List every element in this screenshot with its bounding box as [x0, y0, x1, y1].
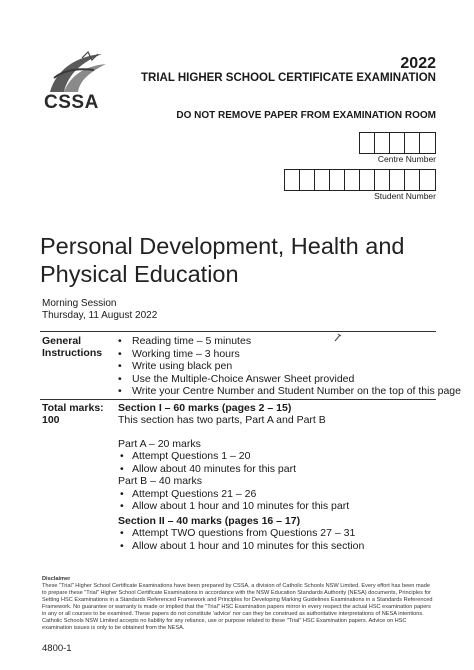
part-a-title: Part A – 20 marks [118, 437, 201, 450]
divider [40, 399, 436, 400]
student-box[interactable] [300, 170, 315, 190]
student-number-label: Student Number [374, 191, 436, 201]
part-b-item: • Allow about 1 hour and 10 minutes for this part [118, 500, 349, 513]
section-1-intro: This section has two parts, Part A and Part B [118, 414, 326, 426]
instruction-item: • Write your Centre Number and Student Number on the top of this page [118, 385, 461, 398]
student-box[interactable] [405, 170, 420, 190]
student-box[interactable] [345, 170, 360, 190]
section-2-item: • Attempt TWO questions from Questions 27 – 31 [118, 527, 364, 540]
exam-title: TRIAL HIGHER SCHOOL CERTIFICATE EXAMINATION [141, 72, 436, 84]
divider [40, 331, 436, 332]
section-2-block [118, 515, 364, 552]
centre-box[interactable] [420, 133, 435, 153]
notice-text: DO NOT REMOVE PAPER FROM EXAMINATION ROOM [176, 110, 436, 121]
centre-box[interactable] [360, 133, 375, 153]
centre-number-boxes[interactable] [359, 132, 436, 154]
disclaimer-text: These "Trial" Higher School Certificate Examinations have been prepared by CSSA, a division of Catholic Schools NSW Limited. Every effort has been made to prepare these "Trial" Higher School Certificate Examinations in accordance with the NSW Education Standards Authority (NESA) documents, Principles for Setting HSC Examinations in a Standards Referenced Framework and Principles for Developing Marking Guidelines Examinations in a Standards Referenced Framework. No guarantee or warranty is made or implied that the "Trial" HSC Examination papers mirror in every respect the actual HSC examination papers in any or all courses to be examined. These papers do not constitute 'advice' nor can they be construed as authoritative interpretations of NESA intentions. Catholic Schools NSW Limited accepts no liability for any reliance, use or purpose related to these "Trial" HSC Examination papers. Advice on HSC examination issues is only to be obtained from the NESA. [42, 583, 433, 631]
part-b-item: • Attempt Questions 21 – 26 [118, 488, 349, 501]
part-b-title: Part B – 40 marks [118, 475, 203, 487]
centre-number-label: Centre Number [377, 154, 436, 164]
session-info [42, 298, 157, 322]
student-box[interactable] [420, 170, 435, 190]
general-instructions-heading: General Instructions [42, 335, 103, 359]
student-box[interactable] [315, 170, 330, 190]
general-instructions-list [118, 335, 461, 398]
part-a-item: • Allow about 40 minutes for this part [118, 463, 349, 476]
student-box[interactable] [390, 170, 405, 190]
instruction-item: • Write using black pen [118, 360, 461, 373]
section-1-title: Section I – 60 marks (pages 2 – 15) [118, 402, 292, 414]
instruction-item: • Use the Multiple-Choice Answer Sheet provided [118, 373, 461, 386]
student-box[interactable] [360, 170, 375, 190]
student-number-boxes[interactable] [284, 169, 436, 191]
student-box[interactable] [285, 170, 300, 190]
disclaimer-heading: Disclaimer [42, 576, 71, 582]
student-box[interactable] [375, 170, 390, 190]
total-marks-value: 100 [42, 414, 60, 426]
session-name: Morning Session [42, 298, 117, 309]
logo-text: CSSA [44, 92, 99, 113]
centre-box[interactable] [375, 133, 390, 153]
exam-year: 2022 [400, 55, 436, 72]
subject-title: Personal Development, Health and Physical Education [40, 233, 405, 287]
paper-code: 4800-1 [42, 643, 72, 654]
part-a-item: • Attempt Questions 1 – 20 [118, 450, 349, 463]
instruction-item: • Working time – 3 hours [118, 348, 461, 361]
disclaimer [42, 576, 434, 632]
instruction-item: • Reading time – 5 minutes [118, 335, 461, 348]
section-1-block [118, 402, 349, 513]
section-2-item: • Allow about 1 hour and 10 minutes for this section [118, 540, 364, 553]
cssa-logo-icon [42, 48, 112, 98]
total-marks-heading: Total marks: [42, 402, 104, 414]
student-box[interactable] [330, 170, 345, 190]
centre-box[interactable] [405, 133, 420, 153]
centre-box[interactable] [390, 133, 405, 153]
session-date: Thursday, 11 August 2022 [42, 310, 158, 321]
section-2-title: Section II – 40 marks (pages 16 – 17) [118, 515, 301, 527]
